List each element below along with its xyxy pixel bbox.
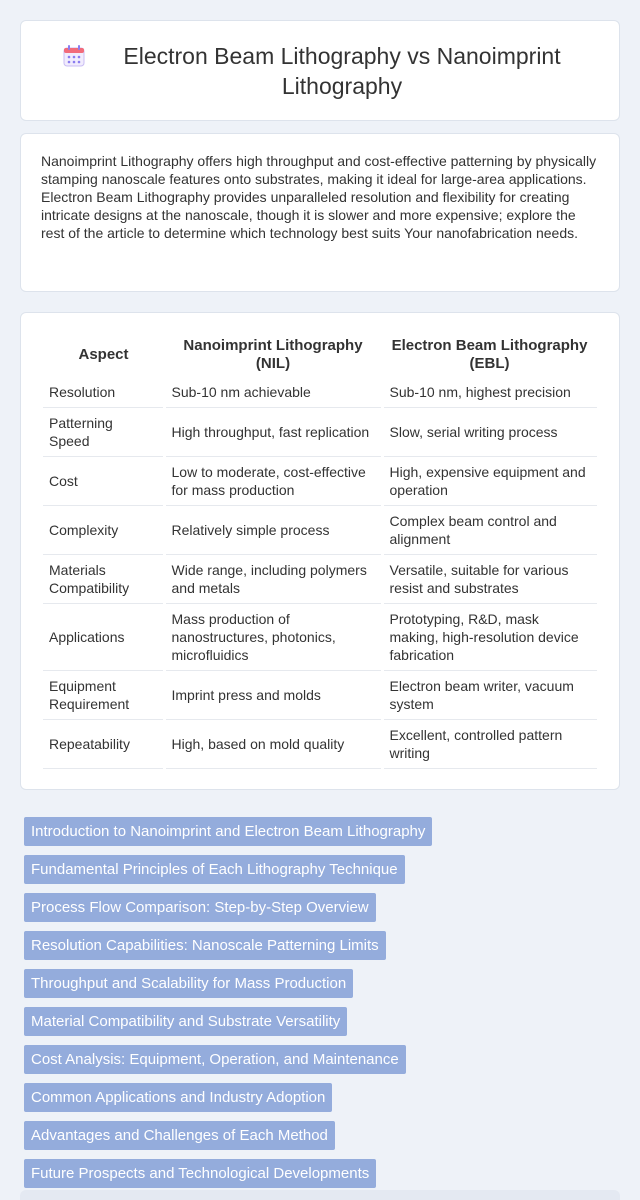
- header-aspect: Aspect: [78, 346, 129, 363]
- cell-nil: Relatively simple process: [164, 506, 382, 555]
- cell-aspect: Equipment Requirement: [43, 671, 164, 720]
- title-card: [20, 20, 620, 121]
- header-nil: Nanoimprint Lithography (NIL): [183, 337, 363, 372]
- cell-aspect: Resolution: [43, 377, 164, 408]
- cell-aspect: Patterning Speed: [43, 408, 164, 457]
- comparison-table-card: [20, 312, 620, 790]
- intro-card: [20, 133, 620, 292]
- cell-aspect: Applications: [43, 604, 164, 671]
- toc-link-future[interactable]: Future Prospects and Technological Developments: [24, 1159, 376, 1188]
- cell-ebl: High, expensive equipment and operation: [382, 457, 597, 506]
- table-header-row: [43, 333, 597, 377]
- cell-nil: High, based on mold quality: [164, 720, 382, 769]
- cell-ebl: Versatile, suitable for various resist and substrates: [382, 555, 597, 604]
- header-ebl: Electron Beam Lithography (EBL): [391, 337, 588, 372]
- toc-link-applications[interactable]: Common Applications and Industry Adoption: [24, 1083, 332, 1112]
- cell-ebl: Excellent, controlled pattern writing: [382, 720, 597, 769]
- cell-nil: Mass production of nanostructures, photonics, microfluidics: [164, 604, 382, 671]
- cell-aspect: Repeatability: [43, 720, 164, 769]
- table-row: [43, 720, 597, 769]
- table-row: [43, 408, 597, 457]
- table-row: [43, 604, 597, 671]
- toc-link-principles[interactable]: Fundamental Principles of Each Lithography Technique: [24, 855, 405, 884]
- cell-ebl: Electron beam writer, vacuum system: [382, 671, 597, 720]
- cell-ebl: Slow, serial writing process: [382, 408, 597, 457]
- cell-aspect: Complexity: [43, 506, 164, 555]
- toc-link-throughput[interactable]: Throughput and Scalability for Mass Production: [24, 969, 353, 998]
- calendar-icon: [61, 43, 87, 69]
- toc-link-resolution[interactable]: Resolution Capabilities: Nanoscale Patterning Limits: [24, 931, 386, 960]
- comparison-table: [43, 333, 597, 769]
- cell-nil: Sub-10 nm achievable: [164, 377, 382, 408]
- toc-link-advantages[interactable]: Advantages and Challenges of Each Method: [24, 1121, 335, 1150]
- toc-link-cost[interactable]: Cost Analysis: Equipment, Operation, and Maintenance: [24, 1045, 406, 1074]
- cell-nil: Wide range, including polymers and metals: [164, 555, 382, 604]
- intro-paragraph: Nanoimprint Lithography offers high throughput and cost-effective patterning by physically stamping nanoscale features onto substrates, making it ideal for large-area applications. Electron Beam Lithography provides unparalleled resolution and flexibility for creating intricate designs at the nanoscale, though it is slower and more expensive; explore the rest of the article to determine which technology best suits Your nanofabrication needs.: [41, 153, 597, 241]
- cell-nil: High throughput, fast replication: [164, 408, 382, 457]
- cell-nil: Imprint press and molds: [164, 671, 382, 720]
- toc-link-introduction[interactable]: Introduction to Nanoimprint and Electron Beam Lithography: [24, 817, 432, 846]
- cell-nil: Low to moderate, cost-effective for mass production: [164, 457, 382, 506]
- cell-aspect: Materials Compatibility: [43, 555, 164, 604]
- table-row: [43, 506, 597, 555]
- table-row: [43, 457, 597, 506]
- table-row: [43, 671, 597, 720]
- table-row: [43, 555, 597, 604]
- bottom-card-edge: [20, 1190, 620, 1200]
- cell-ebl: Complex beam control and alignment: [382, 506, 597, 555]
- page-title: Electron Beam Lithography vs Nanoimprint Lithography: [123, 42, 561, 99]
- cell-ebl: Sub-10 nm, highest precision: [382, 377, 597, 408]
- toc-link-materials[interactable]: Material Compatibility and Substrate Versatility: [24, 1007, 347, 1036]
- toc-link-process-flow[interactable]: Process Flow Comparison: Step-by-Step Overview: [24, 893, 376, 922]
- title-wrap: [61, 41, 579, 101]
- cell-ebl: Prototyping, R&D, mask making, high-resolution device fabrication: [382, 604, 597, 671]
- table-row: [43, 377, 597, 408]
- toc-links: [24, 817, 620, 1197]
- cell-aspect: Cost: [43, 457, 164, 506]
